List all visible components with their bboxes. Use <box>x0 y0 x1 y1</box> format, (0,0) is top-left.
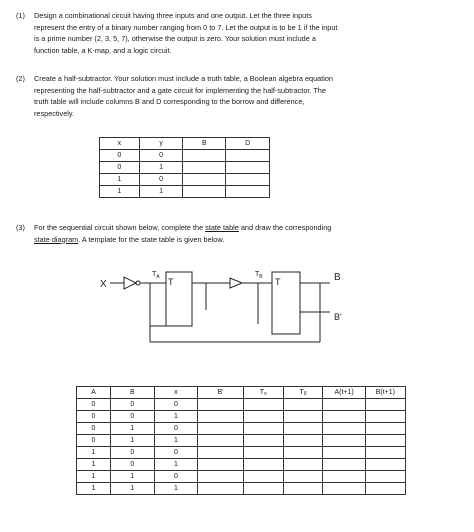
state-table-term: state table <box>205 223 239 232</box>
table-cell <box>283 447 323 459</box>
table-cell: 1 <box>139 162 183 174</box>
question-3-text: For the sequential circuit shown below, complete the <box>34 223 206 232</box>
table-cell <box>243 447 283 459</box>
table-header: D <box>226 138 270 150</box>
table-header: x <box>100 138 140 150</box>
table-cell: 0 <box>154 447 198 459</box>
table-cell: 1 <box>139 186 183 198</box>
table-header: Tₐ <box>243 387 283 399</box>
table-cell: 0 <box>77 399 111 411</box>
table-cell: 0 <box>154 399 198 411</box>
table-cell <box>243 459 283 471</box>
table-cell: 0 <box>77 423 111 435</box>
table-cell: 0 <box>100 150 140 162</box>
table-cell <box>243 423 283 435</box>
table-cell: 0 <box>154 423 198 435</box>
question-2-line: truth table will include columns B and D corresponding to the borrow and difference, <box>34 97 305 107</box>
table-cell: 1 <box>100 174 140 186</box>
table-cell: 0 <box>110 447 154 459</box>
table-cell <box>365 483 405 495</box>
table-cell: 1 <box>100 186 140 198</box>
table-cell: 1 <box>77 447 111 459</box>
state-table <box>76 386 406 495</box>
table-cell <box>365 435 405 447</box>
table-cell: 1 <box>154 459 198 471</box>
table-cell <box>198 399 244 411</box>
question-3-text: . A template for the state table is given below. <box>78 234 225 244</box>
table-header: A <box>77 387 111 399</box>
ff-a-t-label: T <box>168 277 174 287</box>
question-3-number: (3) <box>16 223 25 232</box>
table-cell <box>283 399 323 411</box>
table-cell <box>243 471 283 483</box>
table-row <box>77 447 406 459</box>
output-b-label: B <box>334 272 341 283</box>
table-cell: 1 <box>110 435 154 447</box>
table-cell: 1 <box>110 471 154 483</box>
question-2-line: representing the half-subtractor and a gate circuit for implementing the half-subtractor. The <box>34 85 326 95</box>
table-cell: 1 <box>110 483 154 495</box>
table-cell: 0 <box>110 399 154 411</box>
table-cell <box>198 459 244 471</box>
table-row <box>77 483 406 495</box>
table-header: B <box>110 387 154 399</box>
table-cell <box>323 435 365 447</box>
input-x-label: X <box>100 279 107 290</box>
question-2-line: respectively. <box>34 108 75 118</box>
table-cell <box>283 411 323 423</box>
state-diagram-term: state diagram <box>34 234 79 244</box>
tb-label: $T_B$ <box>255 271 263 280</box>
table-header: x <box>154 387 198 399</box>
table-cell <box>365 423 405 435</box>
ta-label: $T_A$ <box>152 271 160 280</box>
output-b-prime-label: B' <box>334 312 342 322</box>
table-header: Tᵦ <box>283 387 323 399</box>
table-cell <box>323 447 365 459</box>
table-cell <box>365 471 405 483</box>
table-cell <box>198 471 244 483</box>
buffer-gate-1 <box>124 277 136 289</box>
table-cell <box>323 399 365 411</box>
table-cell: 0 <box>139 174 183 186</box>
table-cell: 1 <box>77 483 111 495</box>
table-cell <box>365 399 405 411</box>
question-1-number: (1) <box>16 11 25 20</box>
table-row <box>77 435 406 447</box>
question-2-number: (2) <box>16 74 25 83</box>
table-cell <box>243 399 283 411</box>
table-cell <box>198 423 244 435</box>
table-cell: 1 <box>77 471 111 483</box>
table-row <box>77 399 406 411</box>
table-cell <box>198 483 244 495</box>
question-1-line: function table, a K-map, and a logic circuit. <box>34 45 172 55</box>
table-header: B' <box>198 387 244 399</box>
table-cell <box>323 483 365 495</box>
table-cell <box>323 459 365 471</box>
table-cell: 1 <box>77 459 111 471</box>
table-cell <box>365 459 405 471</box>
table-cell <box>365 411 405 423</box>
table-cell <box>198 411 244 423</box>
table-row <box>77 411 406 423</box>
table-cell <box>198 435 244 447</box>
question-1-line: Design a combinational circuit having three inputs and one output. Let the three inputs <box>34 11 312 20</box>
buffer-gate-2 <box>230 278 242 288</box>
table-cell <box>283 471 323 483</box>
table-cell <box>323 471 365 483</box>
table-cell: 1 <box>154 411 198 423</box>
table-cell: 0 <box>110 411 154 423</box>
table-cell: 0 <box>110 459 154 471</box>
table-row <box>77 423 406 435</box>
table-cell <box>283 423 323 435</box>
table-cell <box>243 435 283 447</box>
table-cell <box>243 483 283 495</box>
table-header: B <box>183 138 226 150</box>
table-cell: 0 <box>154 471 198 483</box>
table-cell: 1 <box>110 423 154 435</box>
table-cell <box>198 447 244 459</box>
table-cell: 0 <box>139 150 183 162</box>
ff-b-t-label: T <box>275 277 281 287</box>
table-cell: 0 <box>77 435 111 447</box>
table-cell <box>283 435 323 447</box>
table-cell <box>365 447 405 459</box>
table-cell: 0 <box>100 162 140 174</box>
table-cell <box>283 483 323 495</box>
table-header: B(t+1) <box>365 387 405 399</box>
question-1-line: represent the entry of a binary number ranging from 0 to 7. Let the output is to be 1 if the input <box>34 22 338 32</box>
table-header: y <box>139 138 183 150</box>
table-cell: 1 <box>154 435 198 447</box>
table-header: A(t+1) <box>323 387 365 399</box>
question-2-line: Create a half-subtractor. Your solution must include a truth table, a Boolean algebra equation <box>34 74 333 83</box>
question-1-line: is a prime number (2, 3, 5, 7), otherwise the output is zero. Your solution must include a <box>34 34 316 44</box>
table-cell <box>323 411 365 423</box>
table-cell <box>323 423 365 435</box>
table-cell: 1 <box>154 483 198 495</box>
question-3-text: and draw the corresponding <box>238 223 332 232</box>
table-row <box>77 459 406 471</box>
table-row <box>77 471 406 483</box>
table-cell <box>283 459 323 471</box>
table-cell <box>243 411 283 423</box>
table-cell: 0 <box>77 411 111 423</box>
